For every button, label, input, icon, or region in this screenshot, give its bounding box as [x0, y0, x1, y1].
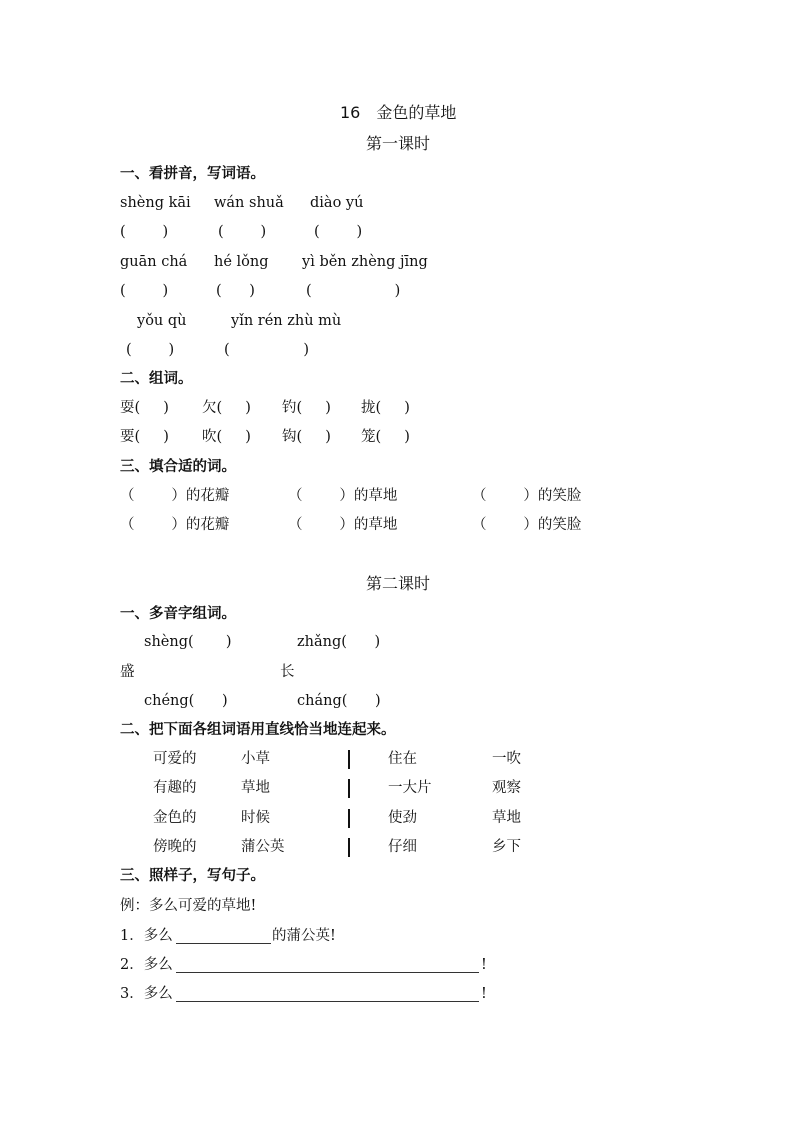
answer-blank[interactable]: ( )	[120, 283, 169, 299]
pinyin-item: yǒu qù	[137, 313, 187, 329]
match-left-a[interactable]: 有趣的	[153, 780, 197, 796]
answer-line[interactable]	[176, 943, 271, 944]
match-right-b[interactable]: 观察	[492, 780, 521, 796]
column-divider	[348, 838, 350, 857]
answer-blank[interactable]: ( )	[218, 224, 267, 240]
match-right-a[interactable]: 仔细	[388, 839, 417, 855]
l2-sec2-heading: 二、把下面各组词语用直线恰当地连起来。	[120, 721, 396, 738]
pinyin-item: yǐn rén zhù mù	[231, 313, 342, 329]
page-title: 16 金色的草地	[340, 103, 457, 122]
l1-sec2-heading: 二、组词。	[120, 370, 193, 387]
match-left-b[interactable]: 草地	[241, 780, 270, 796]
answer-blank[interactable]: ( )	[120, 224, 169, 240]
sentence-item-suffix: 的蒲公英!	[272, 928, 336, 944]
fill-phrase[interactable]: （ ）的花瓣	[120, 517, 230, 533]
word-group-item[interactable]: 拢( )	[361, 400, 410, 416]
polyphone-char: 长	[280, 664, 295, 680]
answer-blank[interactable]: ( )	[306, 283, 401, 299]
pinyin-item: wán shuǎ	[214, 195, 284, 211]
match-left-b[interactable]: 小草	[241, 751, 270, 767]
match-right-b[interactable]: 一吹	[492, 751, 521, 767]
word-group-item[interactable]: 欠( )	[202, 400, 251, 416]
match-left-a[interactable]: 金色的	[153, 810, 197, 826]
pinyin-item: hé lǒng	[214, 254, 269, 270]
sentence-item-suffix: !	[481, 957, 487, 973]
match-right-b[interactable]: 草地	[492, 810, 521, 826]
answer-line[interactable]	[176, 1001, 479, 1002]
fill-phrase[interactable]: （ ）的花瓣	[120, 488, 230, 504]
l1-sec1-heading: 一、看拼音，写词语。	[120, 165, 265, 182]
match-left-b[interactable]: 时候	[241, 810, 270, 826]
fill-phrase[interactable]: （ ）的笑脸	[472, 517, 582, 533]
polyphone-blank[interactable]: shèng( )	[144, 634, 232, 650]
l2-sec1-heading: 一、多音字组词。	[120, 605, 236, 622]
word-group-item[interactable]: 吹( )	[202, 429, 251, 445]
match-right-a[interactable]: 一大片	[388, 780, 432, 796]
word-group-item[interactable]: 耍( )	[120, 400, 169, 416]
l1-sec3-heading: 三、填合适的词。	[120, 458, 236, 475]
column-divider	[348, 779, 350, 798]
word-group-item[interactable]: 要( )	[120, 429, 169, 445]
answer-blank[interactable]: ( )	[224, 342, 310, 358]
match-left-b[interactable]: 蒲公英	[241, 839, 285, 855]
fill-phrase[interactable]: （ ）的草地	[288, 517, 398, 533]
word-group-item[interactable]: 钩( )	[282, 429, 331, 445]
sentence-item-prefix: 2．多么	[120, 957, 173, 973]
pinyin-item: diào yú	[310, 195, 364, 211]
pinyin-item: shèng kāi	[120, 195, 191, 211]
word-group-item[interactable]: 钓( )	[282, 400, 331, 416]
sentence-item-suffix: !	[481, 986, 487, 1002]
answer-blank[interactable]: ( )	[126, 342, 175, 358]
polyphone-blank[interactable]: zhǎng( )	[297, 634, 381, 650]
pinyin-item: guān chá	[120, 254, 188, 270]
sentence-item-prefix: 3．多么	[120, 986, 173, 1002]
polyphone-blank[interactable]: cháng( )	[297, 693, 381, 709]
fill-phrase[interactable]: （ ）的草地	[288, 488, 398, 504]
polyphone-blank[interactable]: chéng( )	[144, 693, 228, 709]
lesson1-heading: 第一课时	[366, 134, 431, 153]
answer-line[interactable]	[176, 972, 479, 973]
pinyin-item: yì běn zhèng jīng	[302, 254, 428, 270]
lesson2-heading: 第二课时	[366, 574, 431, 593]
match-right-a[interactable]: 使劲	[388, 810, 417, 826]
sentence-item-prefix: 1．多么	[120, 928, 173, 944]
example-sentence: 例：多么可爱的草地!	[120, 898, 257, 914]
column-divider	[348, 750, 350, 769]
polyphone-char: 盛	[120, 664, 135, 680]
column-divider	[348, 809, 350, 828]
fill-phrase[interactable]: （ ）的笑脸	[472, 488, 582, 504]
match-right-a[interactable]: 住在	[388, 751, 417, 767]
answer-blank[interactable]: ( )	[216, 283, 255, 299]
match-left-a[interactable]: 傍晚的	[153, 839, 197, 855]
match-left-a[interactable]: 可爱的	[153, 751, 197, 767]
word-group-item[interactable]: 笼( )	[361, 429, 410, 445]
l2-sec3-heading: 三、照样子，写句子。	[120, 867, 265, 884]
answer-blank[interactable]: ( )	[314, 224, 363, 240]
match-right-b[interactable]: 乡下	[492, 839, 521, 855]
